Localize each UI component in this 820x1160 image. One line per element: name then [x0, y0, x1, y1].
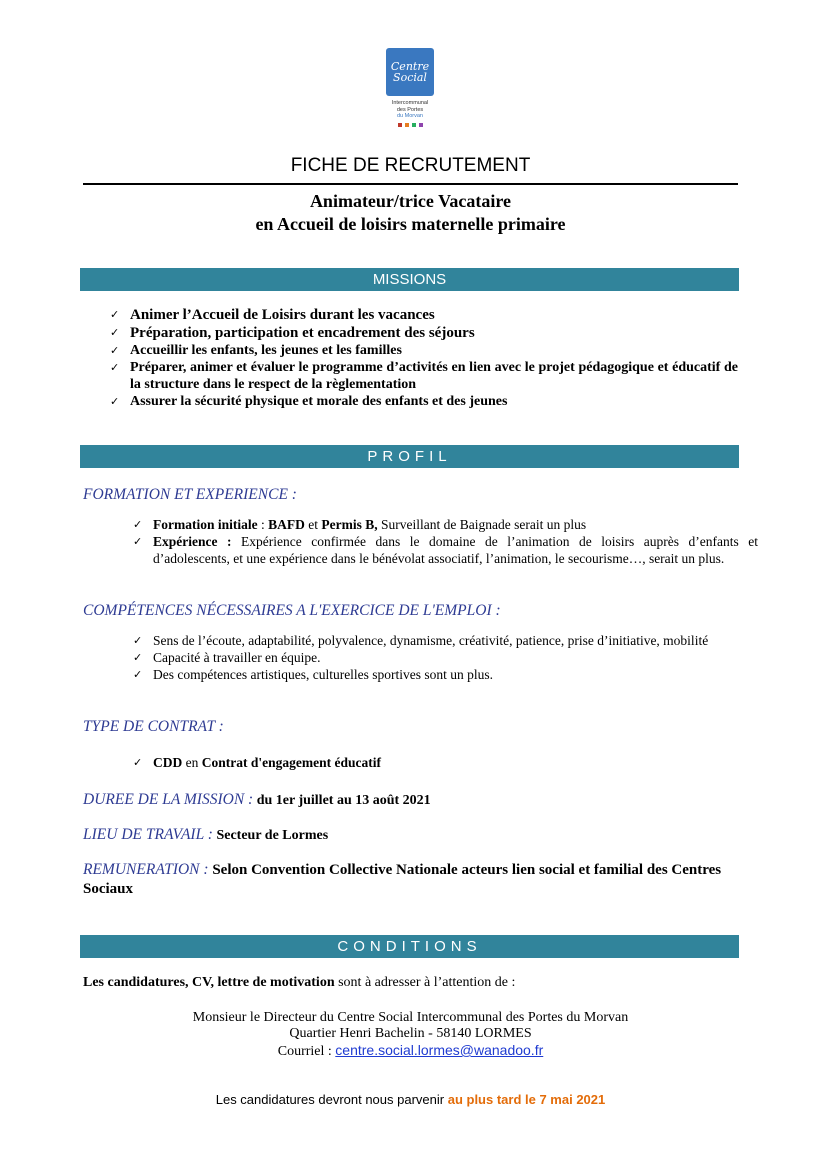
conditions-intro-bold: Les candidatures, CV, lettre de motivation: [83, 975, 335, 990]
job-subtitle: [83, 190, 738, 236]
section-conditions: CONDITIONS: [80, 935, 739, 958]
conditions-intro-rest: sont à adresser à l’attention de :: [334, 975, 516, 990]
formation-label: Formation initiale: [153, 517, 258, 532]
lieu-value: Secteur de Lormes: [216, 828, 329, 843]
remuneration-value: Selon Convention Collective Nationale acteurs lien social et familial des Centres Sociaux: [83, 862, 722, 897]
section-missions: MISSIONS: [80, 268, 739, 291]
lieu-line: [83, 826, 328, 844]
mission-item: ✓ Accueillir les enfants, les jeunes et les familles: [110, 342, 738, 359]
experience-text: Expérience confirmée dans le domaine de l’animation de loisirs auprès d’enfants et d’adolescents, et une expérience dans le bénévolat associatif, l’animation, le secourisme…, serait un plus.: [153, 534, 758, 566]
logo-mark: [386, 48, 434, 96]
mission-item: ✓ Assurer la sécurité physique et morale des enfants et des jeunes: [110, 393, 738, 410]
email-line: [83, 1042, 738, 1060]
contrat-item: [133, 754, 758, 771]
formation-rest: Surveillant de Baignade serait un plus: [377, 517, 587, 532]
logo-sub2: des Portes: [396, 106, 424, 113]
contrat-heading: TYPE DE CONTRAT :: [83, 718, 224, 735]
logo-dots: [386, 123, 434, 127]
job-context: en Accueil de loisirs maternelle primaire: [255, 214, 566, 234]
competence-item: ✓ Des compétences artistiques, culturelles sportives sont un plus.: [133, 666, 758, 683]
duree-line: [83, 791, 431, 809]
email-label: Courriel :: [277, 1044, 336, 1059]
missions-list: [110, 306, 738, 410]
formation-item: [133, 516, 758, 533]
formation-mid: et: [304, 517, 322, 532]
logo-subtitle: [386, 100, 434, 120]
section-profil: PROFIL: [80, 445, 739, 468]
deadline-text: Les candidatures devront nous parvenir: [215, 1092, 448, 1107]
address-block: [83, 1010, 738, 1060]
contrat-mid: en: [182, 755, 202, 770]
competence-item: ✓ Sens de l’écoute, adaptabilité, polyvalence, dynamisme, créativité, patience, prise d’initiative, mobilité: [133, 632, 758, 649]
permis-text: Permis B,: [321, 517, 378, 532]
contrat-type: Contrat d'engagement éducatif: [201, 755, 381, 770]
mission-item: ✓ Animer l’Accueil de Loisirs durant les vacances: [110, 306, 738, 324]
mission-item: ✓ Préparer, animer et évaluer le programme d’activités en lien avec le projet pédagogique et éducatif de la structure dans le respect de la règlementation: [110, 359, 738, 393]
cdd-text: CDD: [153, 755, 183, 770]
remuneration-label: REMUNERATION :: [83, 861, 209, 878]
logo-dot: [412, 123, 416, 127]
remuneration-line: [83, 860, 743, 899]
logo-dot: [398, 123, 402, 127]
deadline-line: [83, 1092, 738, 1107]
contrat-list: [133, 754, 758, 771]
address-line1: Monsieur le Directeur du Centre Social Intercommunal des Portes du Morvan: [192, 1010, 629, 1025]
duree-value: du 1er juillet au 13 août 2021: [256, 793, 431, 808]
competences-heading: COMPÉTENCES NÉCESSAIRES A L'EXERCICE DE L'EMPLOI :: [83, 602, 501, 619]
formation-list: [133, 516, 758, 567]
duree-label: DUREE DE LA MISSION :: [83, 791, 254, 808]
experience-item: [133, 533, 758, 567]
logo-dot: [419, 123, 423, 127]
job-title: Animateur/trice Vacataire: [309, 191, 512, 211]
formation-heading: FORMATION ET EXPERIENCE :: [83, 486, 297, 503]
lieu-label: LIEU DE TRAVAIL :: [83, 826, 213, 843]
page-title: FICHE DE RECRUTEMENT: [290, 155, 531, 176]
email-link[interactable]: centre.social.lormes@wanadoo.fr: [335, 1042, 544, 1058]
centre-social-logo: [386, 48, 434, 138]
deadline-date: au plus tard le 7 mai 2021: [447, 1092, 606, 1107]
logo-dot: [405, 123, 409, 127]
title-rule: [83, 183, 738, 185]
experience-label: Expérience :: [153, 534, 232, 549]
conditions-intro: [83, 975, 515, 991]
mission-item: ✓ Préparation, participation et encadrement des séjours: [110, 324, 738, 342]
logo-sub3: du Morvan: [397, 113, 423, 119]
competence-item: ✓ Capacité à travailler en équipe.: [133, 649, 758, 666]
bafd-text: BAFD: [268, 517, 305, 532]
formation-sep: :: [257, 517, 269, 532]
logo-line2: Social: [393, 71, 427, 84]
logo-sub1: Intercommunal: [391, 100, 429, 106]
address-line2: Quartier Henri Bachelin - 58140 LORMES: [289, 1026, 532, 1041]
logo-line1: Centre: [390, 60, 430, 73]
competences-list: [133, 632, 758, 683]
